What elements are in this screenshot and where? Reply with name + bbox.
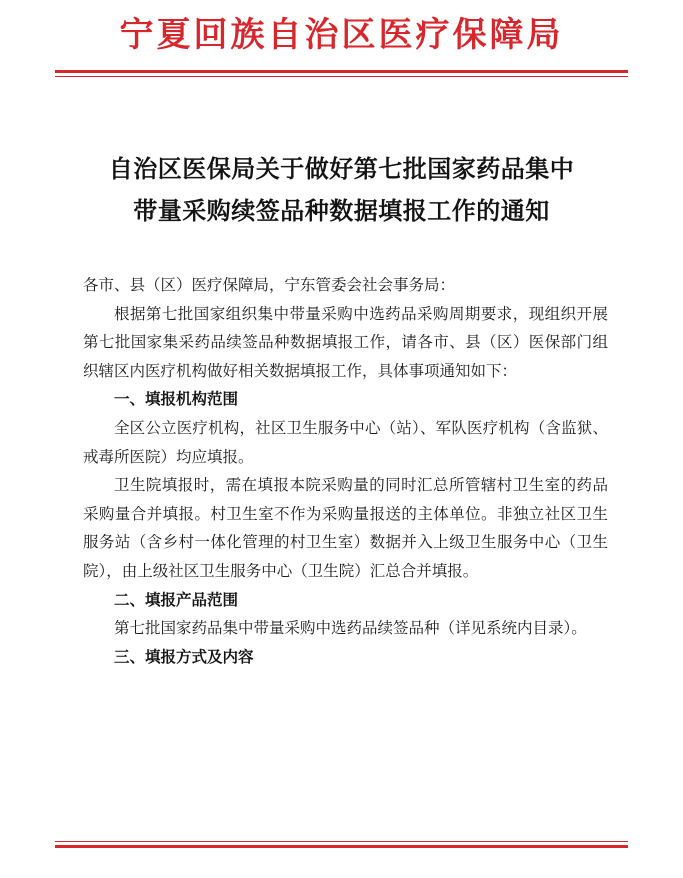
section-heading-1: 一、填报机构范围 [114, 389, 239, 409]
intro-paragraph: 根据第七批国家组织集中带量采购中选药品采购周期要求，现组织开展第七批国家集采药品续签品种数据填报工作，请各市、县（区）医保部门组织辖区内医疗机构做好相关数据填报工作，具体事项通知如下： [83, 304, 608, 380]
section-heading-3: 三、填报方式及内容 [114, 646, 254, 666]
section-1-paragraph-2: 卫生院填报时，需在填报本院采购量的同时汇总所管辖村卫生室的药品采购量合并填报。村卫生室不作为采购量报送的主体单位。非独立社区卫生服务站（含乡村一体化管理的村卫生室）数据并入上级卫生服务中心（卫生院），由上级社区卫生服务中心（卫生院）汇总合并填报。 [83, 476, 608, 580]
salutation: 各市、县（区）医疗保障局，宁东管委会社会事务局： [83, 276, 456, 294]
letterhead-rule-thick [55, 70, 628, 73]
document-title-line-2: 带量采购续签品种数据填报工作的通知 [133, 196, 550, 225]
letterhead-org-name: 宁夏回族自治区医疗保障局 [119, 15, 564, 55]
footer-rule-thick [55, 845, 628, 848]
footer-rule-thin [55, 841, 628, 842]
section-heading-2: 二、填报产品范围 [114, 589, 239, 609]
document-title-line-1: 自治区医保局关于做好第七批国家药品集中 [108, 154, 575, 183]
section-2-paragraph-1: 第七批国家药品集中带量采购中选药品续签品种（详见系统内目录）。 [114, 619, 587, 638]
letterhead-rule-thin [55, 76, 628, 77]
section-1-paragraph-1: 全区公立医疗机构，社区卫生服务中心（站）、军队医疗机构（含监狱、戒毒所医院）均应填报。 [83, 418, 608, 466]
document-body [83, 271, 608, 671]
